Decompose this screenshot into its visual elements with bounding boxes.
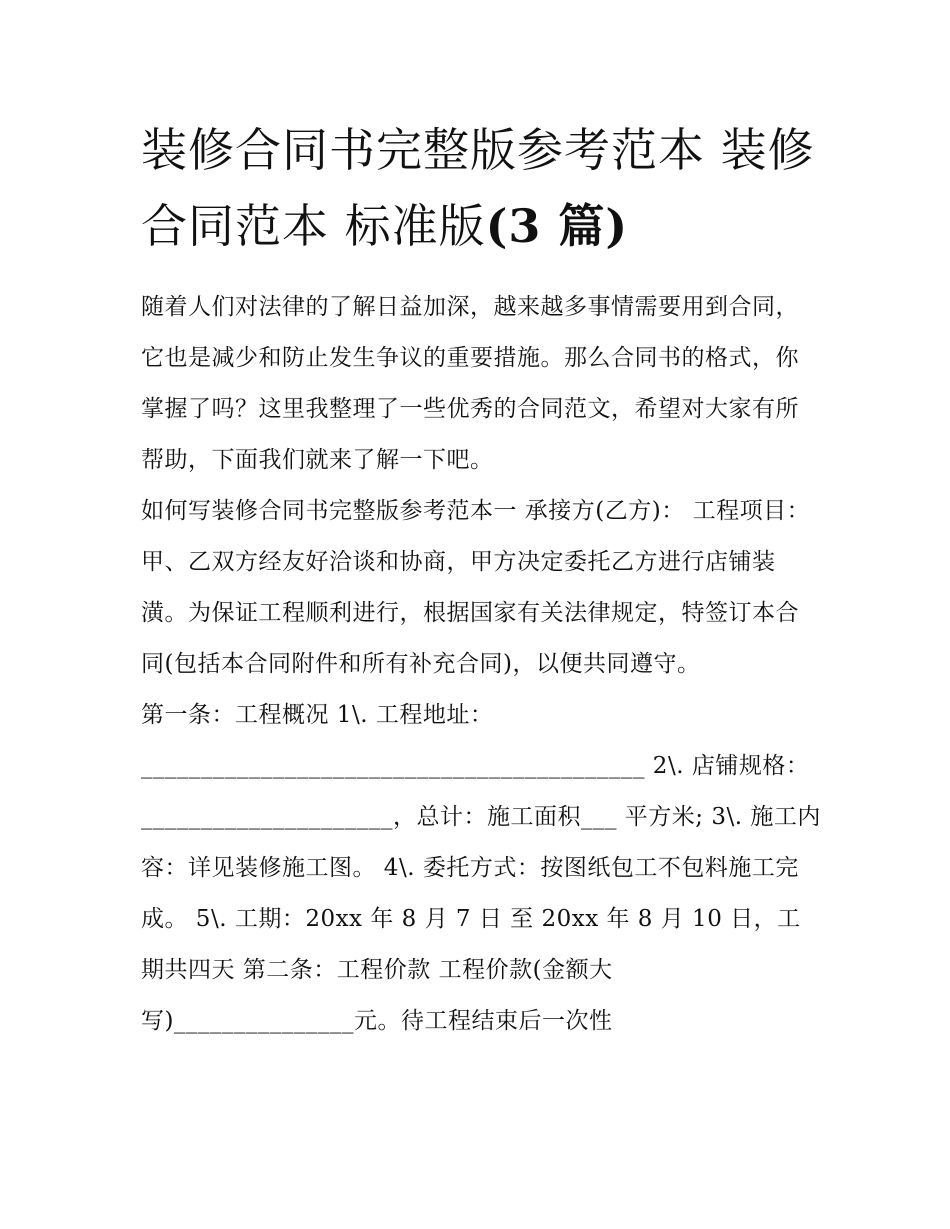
- document-page: [141, 112, 821, 1047]
- document-title: [141, 112, 821, 264]
- intro-paragraph: 随着人们对法律的了解日益加深，越来越多事情需要用到合同，它也是减少和防止发生争议的重要措施。那么合同书的格式，你掌握了吗？这里我整理了一些优秀的合同范文，希望对大家有所帮助，下面我们就来了解一下吧。: [141, 294, 799, 473]
- title-suffix: (3 篇): [485, 199, 629, 253]
- title-main: 装修合同书完整版参考范本 装修合同范本 标准版: [141, 123, 815, 253]
- agreement-paragraph: 甲、乙双方经友好洽谈和协商，甲方决定委托乙方进行店铺装潢。为保证工程顺利进行，根据国家有关法律规定，特签订本合同(包括本合同附件和所有补充合同)，以便共同遵守。: [141, 549, 799, 677]
- article-one-paragraph: 第一条：工程概况 1\. 工程地址：__________________________________________ 2\. 店铺规格：_____________________，总计：施工面积___ 平方米; 3\. 施工内容：详见装修施工图。 4\. 委托方式：按图纸包工不包料施工完成。 5\. 工期：20xx 年 8 月 7 日 至 20xx 年 8 月 10 日，工期共四天 第二条：工程价款 工程价款(金额大写)_______________元。待工程结束后一次性: [141, 702, 821, 1034]
- contract-header-paragraph: 如何写装修合同书完整版参考范本一 承接方(乙方)： 工程项目：: [141, 498, 811, 524]
